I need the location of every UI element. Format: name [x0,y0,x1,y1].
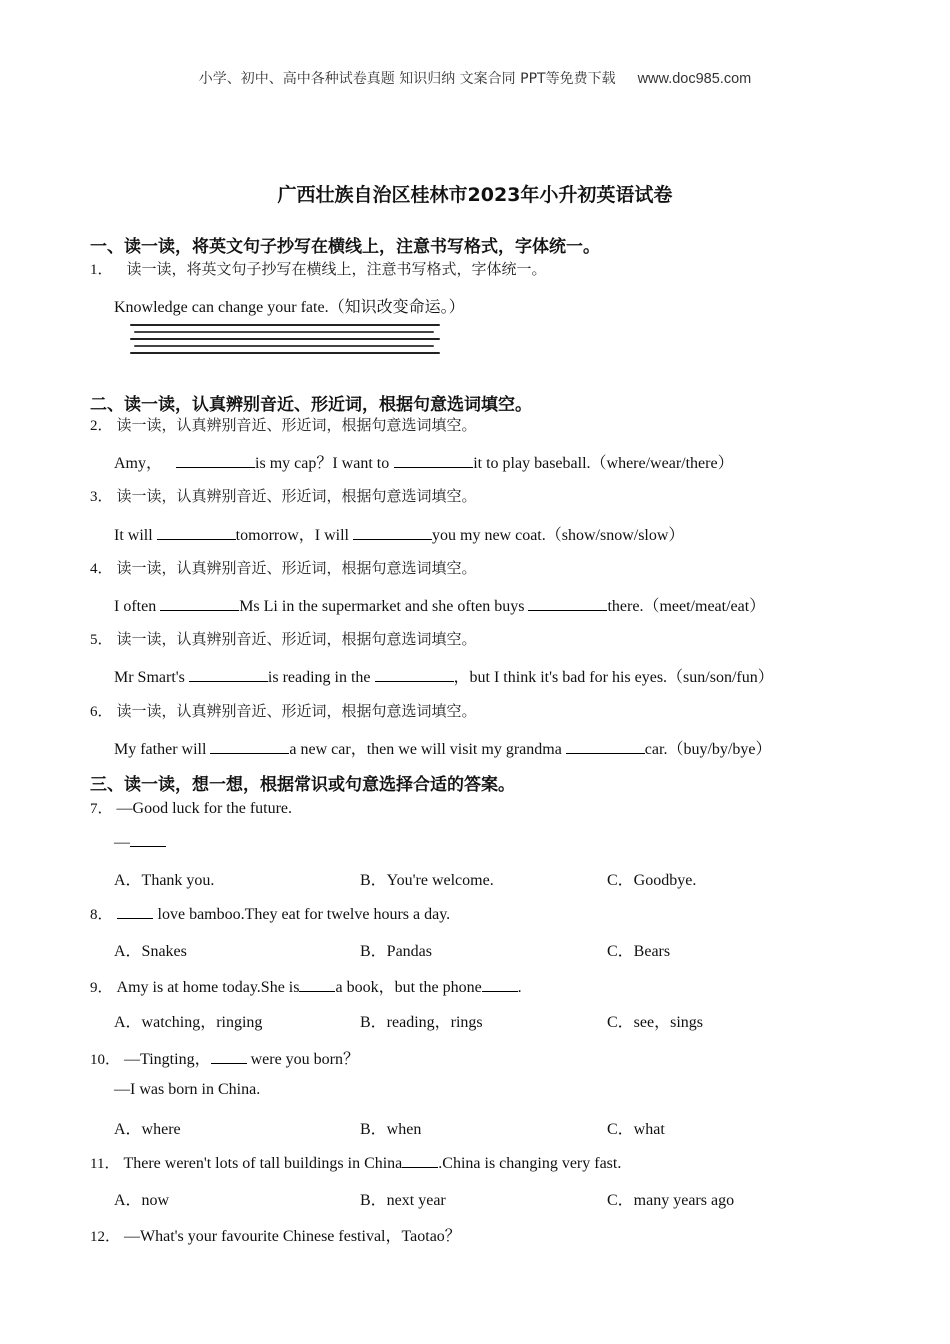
question-1 [90,258,547,279]
sentence-part: tomorrow，I will [235,527,349,544]
option-c[interactable]: C．Bears [607,943,671,960]
answer-blank[interactable] [299,977,335,992]
question-7 [90,797,292,818]
question-number: 1． [90,262,113,278]
question-8 [90,903,450,924]
answer-blank[interactable] [528,596,607,611]
header-text: 小学、初中、高中各种试卷真题 知识归纳 文案合同 PPT等免费下载 [198,71,616,87]
question-instruction: 读一读，将英文句子抄写在横线上，注意书写格式，字体统一。 [126,260,547,278]
section-1-heading: 一、读一读，将英文句子抄写在横线上，注意书写格式，字体统一。 [90,237,600,257]
question-instruction: 读一读，认真辨别音近、形近词，根据句意选词填空。 [116,559,477,577]
question-number: 3． [90,489,113,505]
question-number: 5． [90,632,113,648]
question-2 [90,414,477,435]
question-stem: —What's your favourite Chinese festival，Taotao？ [124,1228,461,1245]
sentence-part: were you born？ [250,1051,359,1068]
exam-title: 广西壮族自治区桂林市2023年小升初英语试卷 [277,184,673,206]
question-instruction: 读一读，认真辨别音近、形近词，根据句意选词填空。 [116,630,477,648]
option-b[interactable]: B．You're welcome. [360,872,494,889]
option-a[interactable]: A．Snakes [114,943,187,960]
option-b[interactable]: B．reading，rings [360,1014,483,1031]
option-b[interactable]: B．Pandas [360,943,433,960]
sentence-part: —Tingting， [124,1051,211,1068]
question-5 [90,628,477,649]
sentence-part: is reading in the [267,669,371,686]
option-c[interactable]: C．see，sings [607,1014,704,1031]
sentence-part: Amy， [114,455,163,472]
sentence-part: It will [114,527,153,544]
question-number: 12． [90,1229,121,1245]
copy-sentence: Knowledge can change your fate.（知识改变命运。） [114,299,465,316]
section-2-heading: 二、读一读，认真辨别音近、形近词，根据句意选词填空。 [90,395,532,415]
sentence-part: it to play baseball.（where/wear/there） [473,455,734,472]
answer-blank[interactable] [566,739,645,754]
question-2-sentence [114,450,734,473]
sentence-part: My father will [114,741,207,758]
sentence-part: a book，but the phone [335,979,482,996]
sentence-part: is my cap？I want to [255,455,390,472]
question-instruction: 读一读，认真辨别音近、形近词，根据句意选词填空。 [116,487,477,505]
question-3-sentence [114,522,684,545]
question-number: 2． [90,418,113,434]
sentence-part: Ms Li in the supermarket and she often buys [239,598,525,615]
question-9 [90,974,522,997]
question-number: 11． [90,1156,120,1172]
header-url[interactable]: www.doc985.com [637,71,752,87]
reply-dash: — [114,834,130,851]
question-7-reply [114,832,166,852]
answer-blank[interactable] [117,904,153,919]
option-c[interactable]: C．many years ago [607,1192,735,1209]
answer-blank[interactable] [375,667,454,682]
option-c[interactable]: C．Goodbye. [607,872,697,889]
question-number: 6． [90,704,113,720]
sentence-part: . [517,979,522,996]
sentence-part: I often [114,598,157,615]
option-a[interactable]: A．watching，ringing [114,1014,263,1031]
answer-blank[interactable] [160,596,239,611]
question-10-reply: —I was born in China. [114,1081,261,1098]
answer-blank[interactable] [402,1153,438,1168]
sentence-part: car.（buy/by/bye） [644,741,772,758]
section-3-heading: 三、读一读，想一想，根据常识或句意选择合适的答案。 [90,775,515,795]
question-6-sentence [114,736,771,759]
question-number: 9． [90,980,113,996]
option-c[interactable]: C．what [607,1121,665,1138]
question-12 [90,1223,461,1246]
question-instruction: 读一读，认真辨别音近、形近词，根据句意选词填空。 [116,416,477,434]
sentence-part: ，but I think it's bad for his eyes.（sun/son/fun） [453,669,774,686]
question-stem: —Good luck for the future. [116,800,293,817]
question-4-sentence [114,593,765,616]
answer-blank[interactable] [189,667,268,682]
answer-blank[interactable] [353,525,432,540]
sentence-part: There weren't lots of tall buildings in China [123,1155,403,1172]
sentence-part: a new car，then we will visit my grandma [289,741,562,758]
answer-blank[interactable] [210,739,289,754]
question-stem: love bamboo.They eat for twelve hours a day. [157,906,451,923]
question-5-sentence [114,664,774,687]
sentence-part: Mr Smart's [114,669,185,686]
option-a[interactable]: A．Thank you. [114,872,215,889]
answer-blank[interactable] [482,977,518,992]
question-number: 8． [90,907,113,923]
answer-blank[interactable] [130,832,166,847]
question-number: 4． [90,561,113,577]
sentence-part: .China is changing very fast. [438,1155,622,1172]
option-a[interactable]: A．where [114,1121,181,1138]
sentence-part: you my new coat.（show/snow/slow） [432,527,685,544]
answer-blank[interactable] [211,1049,247,1064]
option-b[interactable]: B．next year [360,1192,446,1209]
question-instruction: 读一读，认真辨别音近、形近词，根据句意选词填空。 [116,702,477,720]
answer-blank[interactable] [157,525,236,540]
question-11 [90,1152,621,1173]
answer-blank[interactable] [176,453,255,468]
option-b[interactable]: B．when [360,1121,422,1138]
sentence-part: there.（meet/meat/eat） [607,598,766,615]
handwriting-lines[interactable] [112,324,457,364]
question-4 [90,557,477,578]
question-3 [90,485,477,506]
question-10 [90,1046,359,1069]
option-a[interactable]: A．now [114,1192,170,1209]
question-number: 10． [90,1052,121,1068]
answer-blank[interactable] [394,453,473,468]
question-number: 7． [90,801,113,817]
sentence-part: Amy is at home today.She is [116,979,300,996]
page-header [0,68,950,88]
question-6 [90,700,477,721]
